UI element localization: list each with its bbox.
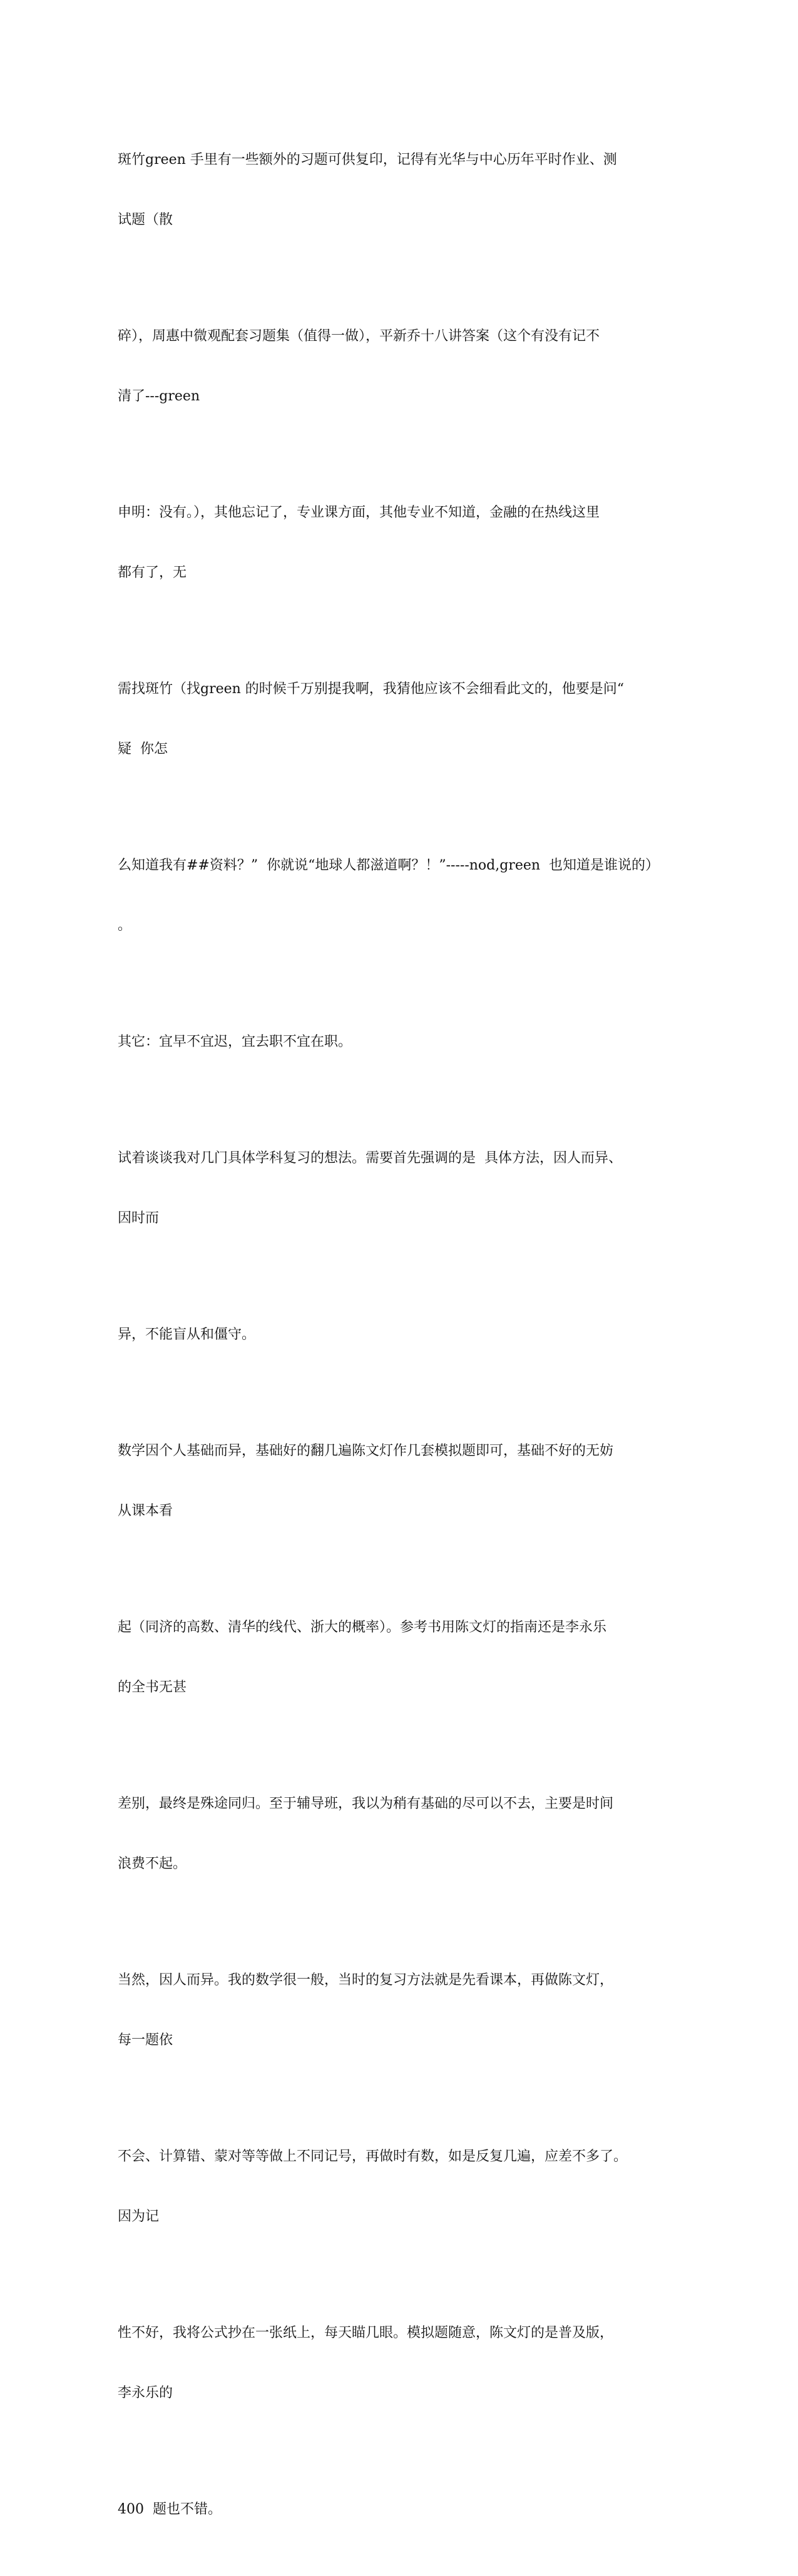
- text-line: 因时而: [118, 1210, 160, 1226]
- text-line: 起（同济的高数、清华的线代、浙大的概率）。参考书用陈文灯的指南还是李永乐: [118, 1620, 607, 1635]
- paragraph-4: [118, 639, 688, 799]
- text-line: 差别，最终是殊途同归。至于辅导班，我以为稍有基础的尽可以不去，主要是时间: [118, 1796, 614, 1812]
- paragraph-7: [118, 1108, 688, 1269]
- paragraph-8: [118, 1285, 688, 1385]
- text-line: 当然，因人而异。我的数学很一般，当时的复习方法就是先看课本，再做陈文灯，: [118, 1972, 614, 1988]
- paragraph-6: [118, 992, 688, 1092]
- paragraph-1: [118, 110, 688, 270]
- text-line: 其它：宜早不宜迟，宜去职不宜在职。: [118, 1034, 352, 1050]
- text-line: 都有了，无: [118, 565, 187, 581]
- text-line: 试题（散: [118, 212, 173, 228]
- text-line: 的全书无甚: [118, 1680, 187, 1695]
- paragraph-14: [118, 2283, 688, 2443]
- text-line: 疑 你怎: [118, 741, 168, 757]
- paragraph-12: [118, 1930, 688, 2091]
- paragraph-3: [118, 463, 688, 623]
- text-line: 申明：没有。），其他忘记了，专业课方面，其他专业不知道，金融的在热线这里: [118, 505, 600, 520]
- text-line: 需找斑竹（找green 的时候千万别提我啊，我猜他应该不会细看此文的，他要是问“: [118, 681, 625, 697]
- text-line: 李永乐的: [118, 2385, 173, 2401]
- paragraph-13: [118, 2107, 688, 2267]
- text-line: 清了---green: [118, 388, 200, 404]
- text-line: 浪费不起。: [118, 1856, 187, 1872]
- text-line: 试着谈谈我对几门具体学科复习的想法。需要首先强调的是 具体方法，因人而异、: [118, 1150, 622, 1166]
- paragraph-2: [118, 287, 688, 447]
- text-line: 碎），周惠中微观配套习题集（值得一做），平新乔十八讲答案（这个有没有记不: [118, 328, 600, 344]
- text-line: 每一题依: [118, 2032, 173, 2048]
- text-line: 数学因个人基础而异，基础好的翻几遍陈文灯作几套模拟题即可，基础不好的无妨: [118, 1443, 614, 1459]
- text-line: 因为记: [118, 2209, 160, 2224]
- text-line: 从课本看: [118, 1503, 173, 1519]
- text-line: 性不好，我将公式抄在一张纸上，每天瞄几眼。模拟题随意，陈文灯的是普及版，: [118, 2325, 614, 2341]
- paragraph-5: [118, 816, 688, 976]
- document-body: [118, 110, 688, 2576]
- paragraph-15: [118, 2460, 688, 2560]
- text-line: 斑竹green 手里有一些额外的习题可供复印，记得有光华与中心历年平时作业、测: [118, 152, 617, 168]
- text-line: 不会、计算错、蒙对等等做上不同记号，再做时有数，如是反复几遍，应差不多了。: [118, 2149, 628, 2164]
- paragraph-11: [118, 1754, 688, 1914]
- paragraph-10: [118, 1578, 688, 1738]
- paragraph-9: [118, 1401, 688, 1561]
- text-line: 400 题也不错。: [118, 2502, 222, 2517]
- text-line: 异，不能盲从和僵守。: [118, 1327, 256, 1342]
- text-line: 。: [118, 918, 132, 933]
- text-line: 么知道我有##资料？” 你就说“地球人都滋道啊？！”-----nod,green 也知道是谁说的）: [118, 858, 660, 873]
